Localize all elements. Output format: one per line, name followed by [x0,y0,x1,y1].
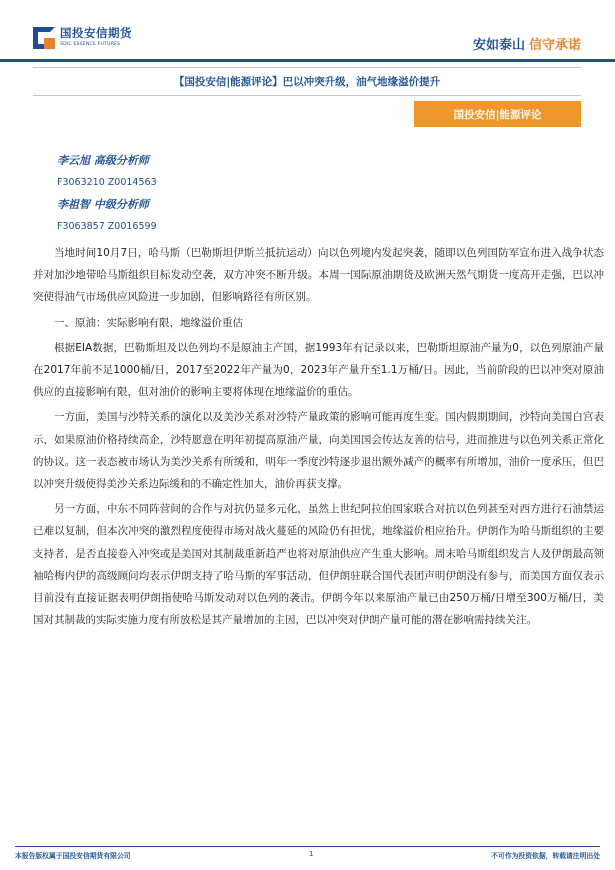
logo-name-en: SDIC ESSENCE FUTURES [60,41,121,47]
report-title: 【国投安信|能源评论】巴以冲突升级，油气地缘溢价提升 [173,76,441,88]
slogan [473,34,581,53]
report-body [33,242,604,631]
category-tag: 国投安信|能源评论 [414,101,581,127]
analyst-license: F3063857 Z0016599 [57,221,157,232]
report-title-bar [33,67,581,96]
footer-copyright: 本报告版权属于国投安信期货有限公司 [15,852,131,860]
slogan-part1: 安如泰山 [472,38,525,53]
section-heading: 一、原油：实际影响有限，地缘溢价重估 [54,316,243,329]
intro-paragraph: 当地时间10月7日，哈马斯（巴勒斯坦伊斯兰抵抗运动）向以色列境内发起突袭，随即以色列国防军宣布进入战争状态并对加沙地带哈马斯组织目标发动空袭，双方冲突不断升级。本周一国际原油期货及欧洲天然气期货一度高开走强，巴以冲突使得油气市场供应风险进一步加剧，但影响路径有所区别。 [33,247,604,304]
footer-divider [15,846,600,847]
body-paragraph: 根据EIA数据，巴勒斯坦及以色列均不是原油主产国，据1993年有记录以来，巴勒斯坦原油产量为0，以色列原油产量在2017年前不足1000桶/日，2017至2022年产量为0，2023年产量升至1.1万桶/日。因此，当前阶段的巴以冲突对原油供应的直接影响有限，但对油价的影响主要将体现在地缘溢价的重估。 [33,341,604,399]
header-divider [0,59,615,62]
page-number: 1 [309,850,314,858]
body-paragraph: 另一方面，中东不同阵营间的合作与对抗仍显多元化，虽然上世纪阿拉伯国家联合对抗以色列甚至对西方进行石油禁运已难以复制，但本次冲突的激烈程度使得市场对战火蔓延的风险仍有担忧，地缘溢价相应抬升。伊朗作为哈马斯组织的主要支持者，是否直接卷入冲突或是美国对其制裁重新趋严也将对原油供应产生重大影响。周末哈马斯组织发言人及伊朗最高领袖哈梅内伊的高级顾问均表示伊朗支持了哈马斯的军事活动，但伊朗驻联合国代表团声明伊朗没有参与，而美国方面仅表示目前没有直接证据表明伊朗指使哈马斯发动对以色列的袭击。伊朗今年以来原油产量已由250万桶/日增至300万桶/日，美国对其制裁的实际实施力度有所放松是其产量增加的主因，巴以冲突对伊朗产量可能的潜在影响需持续关注。 [33,503,604,627]
page-header [0,0,615,62]
analyst-name: 李祖智 中级分析师 [57,198,149,211]
logo-mark-icon [33,27,55,49]
analyst-name: 李云旭 高级分析师 [57,154,149,167]
company-logo [33,26,132,50]
slogan-part2: 信守承诺 [528,38,581,53]
analyst-list [57,150,157,238]
body-paragraph: 一方面，美国与沙特关系的演化以及美沙关系对沙特产量政策的影响可能再度生变。国内假期期间，沙特向美国白宫表示，如果原油价格持续高企，沙特愿意在明年初提高原油产量，向美国国会传达友善的信号，进而推进与以色列关系正常化的协议。这一表态被市场认为美沙关系有所缓和，明年一季度沙特逐步退出额外减产的概率有所增加，油价一度承压，但巴以冲突升级使得美沙关系边际缓和的不确定性加大，油价再获支撑。 [33,411,604,491]
logo-name-cn: 国投安信期货 [60,26,132,41]
footer-disclaimer: 不可作为投资依据，转载请注明出处 [491,852,600,860]
analyst-license: F3063210 Z0014563 [57,177,157,188]
